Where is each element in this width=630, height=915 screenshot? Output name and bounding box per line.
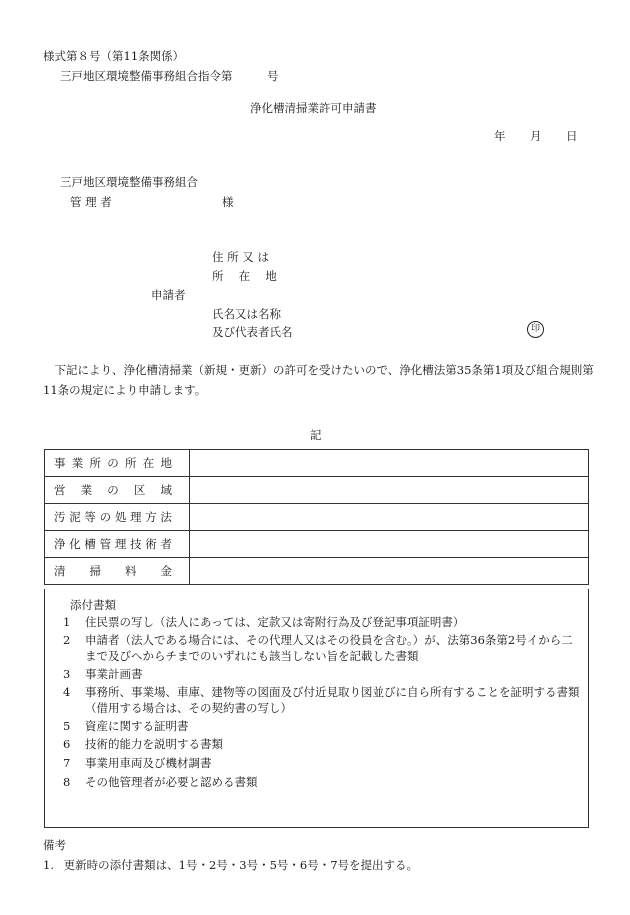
attachment-number: 4 <box>63 685 71 699</box>
table-row <box>45 504 589 531</box>
reference-number: 三戸地区環境整備事務組合指令第 号 <box>60 69 279 83</box>
address-label-2: 所 在 地 <box>212 269 277 283</box>
list-item <box>63 632 583 664</box>
row-value-field[interactable] <box>190 477 589 504</box>
attachment-text: 技術的能力を説明する書類 <box>85 737 223 751</box>
attachment-number: 7 <box>63 756 71 770</box>
attachment-number: 6 <box>63 737 71 751</box>
row-label-text: 事 業 所 の 所 在 地 <box>54 456 172 470</box>
seal-mark: 印 <box>527 321 544 338</box>
attachment-text: 申請者（法人である場合には、その代理人又はその役員を含む。）が、法第36条第2号イから二まで及びへからチまでのいずれにも該当しない旨を記載した書類 <box>85 633 573 663</box>
list-item <box>63 614 583 630</box>
addressee-org: 三戸地区環境整備事務組合 <box>60 175 198 189</box>
applicant-label: 申請者 <box>151 288 186 302</box>
row-label <box>45 450 190 477</box>
attachment-text: 住民票の写し（法人にあっては、定款又は寄附行為及び登記事項証明書） <box>85 615 465 629</box>
table-row <box>45 477 589 504</box>
form-number: 様式第８号（第11条関係） <box>43 49 185 63</box>
row-label <box>45 531 190 558</box>
row-label-text: 汚 泥 等 の 処 理 方 法 <box>54 510 172 524</box>
name-label-2: 及び代表者氏名 <box>212 325 293 339</box>
date-year: 年 <box>494 129 506 143</box>
list-item <box>63 666 583 682</box>
list-item <box>63 774 583 790</box>
body-paragraph: 下記により、浄化槽清掃業（新規・更新）の許可を受けたいので、浄化槽法第35条第1項及び組合規則第11条の規定により申請します。 <box>43 363 594 397</box>
date-month: 月 <box>530 129 542 143</box>
attachments-heading: 添付書類 <box>70 598 116 612</box>
row-value-field[interactable] <box>190 558 589 585</box>
remark-item <box>43 858 418 872</box>
application-table <box>44 449 589 585</box>
row-value-field[interactable] <box>190 504 589 531</box>
remark-text: 更新時の添付書類は、1号・2号・3号・5号・6号・7号を提出する。 <box>63 858 419 872</box>
row-label-text: 清 掃 料 金 <box>54 564 172 578</box>
row-value-field[interactable] <box>190 531 589 558</box>
attachment-number: 3 <box>63 667 71 681</box>
row-label-text: 浄 化 槽 管 理 技 術 者 <box>54 537 172 551</box>
remarks-heading: 備考 <box>43 838 66 852</box>
list-item <box>63 684 583 716</box>
list-item <box>63 736 583 752</box>
attachment-number: 1 <box>63 615 71 629</box>
address-label-1: 住 所 又 は <box>212 250 269 264</box>
document-title: 浄化槽清掃業許可申請書 <box>250 101 377 115</box>
ki-heading: 記 <box>310 428 322 442</box>
attachment-number: 5 <box>63 719 71 733</box>
attachment-number: 8 <box>63 775 71 789</box>
attachment-text: 事務所、事業場、車庫、建物等の図面及び付近見取り図並びに自ら所有することを証明する書類（借用する場合は、その契約書の写し） <box>85 685 580 715</box>
attachment-text: 資産に関する証明書 <box>85 719 189 733</box>
table-row <box>45 531 589 558</box>
attachment-number: 2 <box>63 633 71 647</box>
list-item <box>63 718 583 734</box>
table-row <box>45 450 589 477</box>
row-label <box>45 477 190 504</box>
attachment-text: その他管理者が必要と認める書類 <box>85 775 258 789</box>
row-label <box>45 504 190 531</box>
list-item <box>63 755 583 771</box>
attachment-text: 事業計画書 <box>85 667 143 681</box>
table-row <box>45 558 589 585</box>
row-label <box>45 558 190 585</box>
attachments-section <box>44 589 589 828</box>
addressee-honorific: 様 <box>222 195 234 209</box>
attachment-text: 事業用車両及び機材調書 <box>85 756 212 770</box>
row-label-text: 営 業 の 区 域 <box>54 483 172 497</box>
addressee-role: 管 理 者 <box>70 195 112 209</box>
row-value-field[interactable] <box>190 450 589 477</box>
remark-number: 1. <box>43 858 54 872</box>
date-day: 日 <box>566 129 578 143</box>
name-label-1: 氏名又は名称 <box>212 307 281 321</box>
